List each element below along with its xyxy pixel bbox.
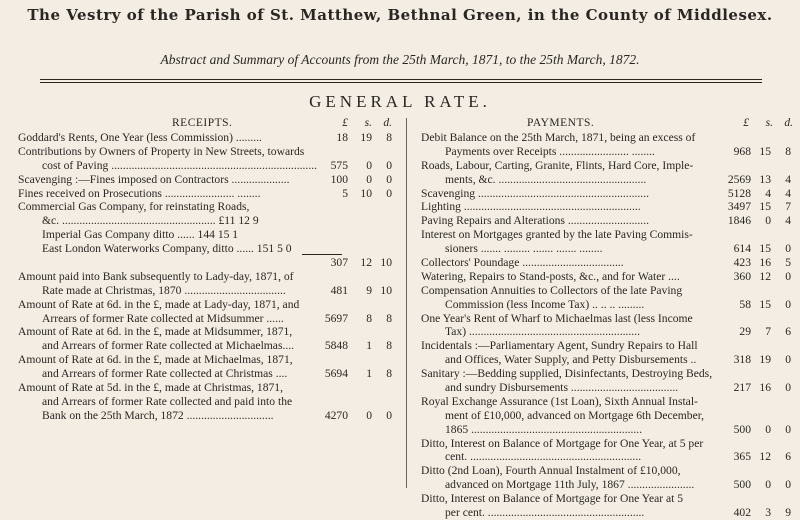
payments-entry-text: Ditto, Interest on Balance of Mortgage for One Year, at 5 per xyxy=(421,436,704,450)
receipts-amount-pounds: 5 xyxy=(342,186,348,200)
payments-amount-pence: 0 xyxy=(785,297,791,311)
receipts-amount-pounds: 481 xyxy=(330,283,348,297)
column-divider xyxy=(406,118,407,488)
payments-entry xyxy=(421,492,793,520)
payments-entry-line xyxy=(421,367,793,381)
payments-entry xyxy=(421,256,793,270)
receipts-amount-pence: 0 xyxy=(386,186,392,200)
payments-amount-shillings: 12 xyxy=(759,450,771,464)
payments-entry-text: Lighting ............................................................. xyxy=(421,200,641,214)
receipts-amount-pounds: 100 xyxy=(330,172,348,186)
payments-entry xyxy=(421,284,793,312)
payments-entry-line xyxy=(421,492,793,506)
payments-amount-pounds: 217 xyxy=(733,381,751,395)
payments-entry-text: Payments over Receipts ........................ ........ xyxy=(445,144,655,158)
payments-entry xyxy=(421,464,793,492)
payments-entry xyxy=(421,312,793,340)
payments-heading: PAYMENTS. xyxy=(527,117,595,129)
payments-entry-line xyxy=(421,506,793,520)
payments-amount-pounds: 318 xyxy=(733,353,751,367)
receipts-entry-line xyxy=(18,159,394,173)
receipts-entry-line xyxy=(18,353,394,367)
payments-entry xyxy=(421,367,793,395)
receipts-entry-text: &c. ..................................................... £11 12 9 xyxy=(42,214,259,228)
payments-amount-pounds: 58 xyxy=(739,297,751,311)
payments-amount-shillings: 19 xyxy=(759,353,771,367)
receipts-entry xyxy=(18,187,394,201)
payments-entry-text: Ditto, Interest on Balance of Mortgage for One Year at 5 xyxy=(421,492,684,506)
payments-entry-text: ment of £10,000, advanced on Mortgage 6th December, xyxy=(445,408,705,422)
payments-entry-line xyxy=(421,325,793,339)
receipts-amount-pounds: 4270 xyxy=(324,408,348,422)
payments-entry-line xyxy=(421,173,793,187)
payments-amount-shillings: 0 xyxy=(765,422,771,436)
payments-amount-pounds: 968 xyxy=(733,144,751,158)
payments-entry xyxy=(421,214,793,228)
payments-entry-line xyxy=(421,187,793,201)
payments-amount-pence: 6 xyxy=(785,450,791,464)
payments-entry xyxy=(421,339,793,367)
receipts-amount-pence: 0 xyxy=(386,408,392,422)
payments-amount-shillings: 12 xyxy=(759,269,771,283)
payments-amount-pence: 0 xyxy=(785,381,791,395)
payments-entry-line xyxy=(421,145,793,159)
payments-entry-line xyxy=(421,353,793,367)
receipts-entry xyxy=(18,214,394,228)
receipts-amount-pence: 8 xyxy=(386,367,392,381)
payments-entry-text: Commission (less Income Tax) .. .. .. ......... xyxy=(445,297,645,311)
receipts-amount-pence: 10 xyxy=(380,283,392,297)
payments-amount-pounds: 423 xyxy=(733,256,751,270)
receipts-amount-pence: 8 xyxy=(386,131,392,144)
payments-entry-text: Collectors' Poundage ................................... xyxy=(421,256,624,270)
payments-amount-pence: 0 xyxy=(785,242,791,256)
receipts-entry-text: Rate made at Christmas, 1870 ................................... xyxy=(42,283,286,297)
payments-entry-text: One Year's Rent of Wharf to Michaelmas last (less Income xyxy=(421,311,693,325)
receipts-entry xyxy=(18,325,394,353)
payments-entry-text: 1865 ........................................................... xyxy=(445,422,643,436)
receipts-entry-line xyxy=(18,395,394,409)
payments-amount-shillings: 3 xyxy=(765,506,771,520)
payments-entry-line xyxy=(421,423,793,437)
payments-amount-pence: 4 xyxy=(785,214,791,228)
receipts-entry-line xyxy=(18,409,394,423)
document-title: The Vestry of the Parish of St. Matthew, Bethnal Green, in the County of Middlesex. xyxy=(27,6,773,24)
receipts-entry xyxy=(18,270,394,298)
payments-entry xyxy=(421,200,793,214)
receipts-entry xyxy=(18,173,394,187)
receipts-entry-line xyxy=(18,312,394,326)
payments-amount-pence: 0 xyxy=(785,422,791,436)
payments-entry-text: Paving Repairs and Alterations ............................ xyxy=(421,214,649,228)
payments-entry-text: Incidentals :—Parliamentary Agent, Sundry Repairs to Hall xyxy=(421,339,698,353)
payments-entry-text: and sundry Disbursements ..................................... xyxy=(445,381,679,395)
payments-entry-text: advanced on Mortgage 11th July, 1867 ....................... xyxy=(445,478,695,492)
receipts-entry-line xyxy=(18,228,394,242)
receipts-shillings-label: s. xyxy=(364,117,372,129)
receipts-entry-line xyxy=(18,256,394,270)
subtotal-rule xyxy=(302,254,342,255)
payments-entry xyxy=(421,395,793,437)
receipts-entry xyxy=(18,228,394,242)
receipts-amount-shillings: 19 xyxy=(360,131,372,144)
receipts-entry-line xyxy=(18,367,394,381)
receipts-entry-text: East London Waterworks Company, ditto ...... 151 5 0 xyxy=(42,242,292,256)
payments-entry-text: Watering, Repairs to Stand-posts, &c., and for Water .... xyxy=(421,269,680,283)
payments-entry xyxy=(421,270,793,284)
payments-entry-text: per cent. ...................................................... xyxy=(445,506,645,520)
payments-entry-line xyxy=(421,159,793,173)
payments-pence-label: d. xyxy=(784,117,793,129)
payments-amount-pence: 9 xyxy=(785,506,791,520)
payments-amount-shillings: 15 xyxy=(759,144,771,158)
payments-entry xyxy=(421,437,793,465)
receipts-amount-shillings: 8 xyxy=(366,311,372,325)
payments-entry-line xyxy=(421,312,793,326)
payments-pounds-label: £ xyxy=(743,117,749,129)
payments-entry-text: sioners ....... ......... ....... ....... ........ xyxy=(445,242,603,256)
payments-amount-shillings: 16 xyxy=(759,381,771,395)
receipts-entry-text: cost of Paving ....................................................................... xyxy=(42,158,318,172)
payments-amount-pence: 4 xyxy=(785,172,791,186)
payments-amount-pence: 7 xyxy=(785,200,791,214)
receipts-amount-pence: 0 xyxy=(386,172,392,186)
payments-entry-text: Sanitary :—Bedding supplied, Disinfectants, Destroying Beds, xyxy=(421,367,713,381)
payments-entry-text: ments, &c. ................................................... xyxy=(445,172,647,186)
receipts-amount-pence: 10 xyxy=(380,256,392,270)
receipts-entry-text: Fines received on Prosecutions ........................ ........ xyxy=(18,186,261,200)
receipts-entry-text: Contributions by Owners of Property in New Streets, towards xyxy=(18,144,305,158)
receipts-entry-line xyxy=(18,187,394,201)
double-rule-top xyxy=(40,79,762,80)
payments-header xyxy=(421,117,793,131)
payments-amount-pounds: 2569 xyxy=(727,172,751,186)
receipts-amount-pounds: 575 xyxy=(330,158,348,172)
payments-amount-pounds: 500 xyxy=(733,478,751,492)
payments-entry-text: Royal Exchange Assurance (1st Loan), Sixth Annual Instal- xyxy=(421,394,698,408)
payments-entry xyxy=(421,228,793,256)
receipts-entry xyxy=(18,381,394,423)
section-heading: GENERAL RATE. xyxy=(309,92,491,111)
receipts-header xyxy=(18,117,394,131)
payments-entry-text: Compensation Annuities to Collectors of the late Paving xyxy=(421,283,683,297)
receipts-entry-text: and Arrears of former Rate collected at Michaelmas.... xyxy=(42,339,295,353)
receipts-entry-text: and Arrears of former Rate collected at Christmas .... xyxy=(42,367,288,381)
payments-amount-pence: 8 xyxy=(785,144,791,158)
receipts-heading: RECEIPTS. xyxy=(172,117,233,129)
payments-amount-pounds: 365 xyxy=(733,450,751,464)
receipts-amount-shillings: 12 xyxy=(360,256,372,270)
payments-entry-line xyxy=(421,298,793,312)
receipts-entry-text: and Arrears of former Rate collected and paid into the xyxy=(42,394,293,408)
payments-amount-shillings: 15 xyxy=(759,297,771,311)
payments-entry-line xyxy=(421,381,793,395)
payments-amount-pounds: 614 xyxy=(733,242,751,256)
receipts-entry xyxy=(18,145,394,173)
receipts-entry-line xyxy=(18,131,394,145)
receipts-amount-pence: 0 xyxy=(386,158,392,172)
receipts-amount-pence: 8 xyxy=(386,311,392,325)
payments-amount-shillings: 16 xyxy=(759,256,771,270)
receipts-amount-shillings: 1 xyxy=(366,339,372,353)
payments-entry-line xyxy=(421,256,793,270)
receipts-entry-text: Amount paid into Bank subsequently to Lady-day, 1871, of xyxy=(18,269,294,283)
receipts-entry-text: Amount of Rate at 6d. in the £, made at Michaelmas, 1871, xyxy=(18,353,293,367)
receipts-amount-shillings: 9 xyxy=(366,283,372,297)
receipts-entry-line xyxy=(18,284,394,298)
payments-entry xyxy=(421,131,793,159)
receipts-amount-shillings: 0 xyxy=(366,408,372,422)
payments-entry-text: Debit Balance on the 25th March, 1871, being an excess of xyxy=(421,131,696,144)
receipts-entry-line xyxy=(18,173,394,187)
receipts-entry-text: Commercial Gas Company, for reinstating Roads, xyxy=(18,200,250,214)
receipts-entry-line xyxy=(18,339,394,353)
payments-amount-pounds: 3497 xyxy=(727,200,751,214)
receipts-entry xyxy=(18,353,394,381)
payments-amount-pence: 6 xyxy=(785,325,791,339)
payments-entry xyxy=(421,159,793,187)
payments-amount-shillings: 15 xyxy=(759,242,771,256)
payments-entry-line xyxy=(421,409,793,423)
payments-entry-line xyxy=(421,437,793,451)
payments-entry-line xyxy=(421,228,793,242)
payments-amount-pounds: 29 xyxy=(739,325,751,339)
receipts-entry-text: Arrears of former Rate collected at Midsummer ...... xyxy=(42,311,284,325)
receipts-entry-text: Scavenging :—Fines imposed on Contractors .................... xyxy=(18,172,290,186)
payments-amount-pounds: 360 xyxy=(733,269,751,283)
payments-amount-pounds: 1846 xyxy=(727,214,751,228)
receipts-amount-pence: 8 xyxy=(386,339,392,353)
receipts-pence-label: d. xyxy=(383,117,392,129)
receipts-amount-shillings: 0 xyxy=(366,158,372,172)
receipts-column xyxy=(18,117,394,423)
double-rule-bottom xyxy=(40,82,762,83)
payments-entry-text: and Offices, Water Supply, and Petty Disbursements .. xyxy=(445,353,697,367)
payments-amount-pounds: 402 xyxy=(733,506,751,520)
receipts-amount-pounds: 18 xyxy=(336,131,348,144)
payments-amount-pounds: 5128 xyxy=(727,186,751,200)
payments-entry-text: Roads, Labour, Carting, Granite, Flints, Hard Core, Imple- xyxy=(421,158,694,172)
receipts-entry-text: Amount of Rate at 6d. in the £, made at Lady-day, 1871, and xyxy=(18,297,300,311)
payments-entry-line xyxy=(421,242,793,256)
payments-entry-line xyxy=(421,464,793,478)
receipts-amount-shillings: 0 xyxy=(366,172,372,186)
receipts-entry-text: Amount of Rate at 5d. in the £, made at Christmas, 1871, xyxy=(18,381,284,395)
receipts-entry-line xyxy=(18,145,394,159)
payments-entry-line xyxy=(421,395,793,409)
receipts-entry-text: Bank on the 25th March, 1872 .............................. xyxy=(42,408,274,422)
receipts-entry-line xyxy=(18,381,394,395)
payments-entry-line xyxy=(421,214,793,228)
receipts-entry-text: Goddard's Rents, One Year (less Commission) ......... xyxy=(18,131,262,144)
payments-amount-shillings: 0 xyxy=(765,214,771,228)
payments-entry-line xyxy=(421,450,793,464)
payments-entry-text: cent. ........................................................... xyxy=(445,450,642,464)
payments-entry-text: Tax) ........................................................... xyxy=(445,325,640,339)
receipts-amount-pounds: 5848 xyxy=(324,339,348,353)
payments-amount-pence: 4 xyxy=(785,186,791,200)
receipts-entry-text: Imperial Gas Company ditto ...... 144 15 1 xyxy=(42,228,239,242)
receipts-pounds-label: £ xyxy=(342,117,348,129)
receipts-entry-line xyxy=(18,200,394,214)
payments-amount-pence: 0 xyxy=(785,478,791,492)
payments-amount-shillings: 0 xyxy=(765,478,771,492)
payments-entry-line xyxy=(421,200,793,214)
receipts-entry-line xyxy=(18,214,394,228)
payments-amount-shillings: 13 xyxy=(759,172,771,186)
payments-amount-pence: 0 xyxy=(785,269,791,283)
payments-entry-line xyxy=(421,339,793,353)
receipts-entry-text: Amount of Rate at 6d. in the £, made at Midsummer, 1871, xyxy=(18,325,293,339)
receipts-amount-pounds: 5694 xyxy=(324,367,348,381)
payments-amount-pence: 0 xyxy=(785,353,791,367)
payments-shillings-label: s. xyxy=(765,117,773,129)
receipts-entry-line xyxy=(18,298,394,312)
payments-entry-text: Scavenging ........................................................... xyxy=(421,186,649,200)
receipts-entry-line xyxy=(18,270,394,284)
payments-entry-text: Interest on Mortgages granted by the late Paving Commis- xyxy=(421,228,693,242)
receipts-entry xyxy=(18,131,394,145)
receipts-amount-shillings: 1 xyxy=(366,367,372,381)
payments-entry-line xyxy=(421,270,793,284)
payments-amount-pence: 5 xyxy=(785,256,791,270)
receipts-amount-shillings: 10 xyxy=(360,186,372,200)
payments-entry-line xyxy=(421,284,793,298)
receipts-amount-pounds: 307 xyxy=(330,256,348,270)
payments-entry-text: Ditto (2nd Loan), Fourth Annual Instalment of £10,000, xyxy=(421,464,681,478)
payments-column xyxy=(421,117,793,520)
payments-amount-shillings: 15 xyxy=(759,200,771,214)
receipts-amount-pounds: 5697 xyxy=(324,311,348,325)
payments-amount-pounds: 500 xyxy=(733,422,751,436)
receipts-entry xyxy=(18,256,394,270)
payments-amount-shillings: 4 xyxy=(765,186,771,200)
document-subtitle: Abstract and Summary of Accounts from the 25th March, 1871, to the 25th March, 1872. xyxy=(160,52,640,67)
payments-amount-shillings: 7 xyxy=(765,325,771,339)
receipts-entry-line xyxy=(18,325,394,339)
payments-entry-line xyxy=(421,478,793,492)
receipts-entry xyxy=(18,200,394,214)
payments-entry xyxy=(421,187,793,201)
receipts-entry xyxy=(18,298,394,326)
payments-entry-line xyxy=(421,131,793,145)
